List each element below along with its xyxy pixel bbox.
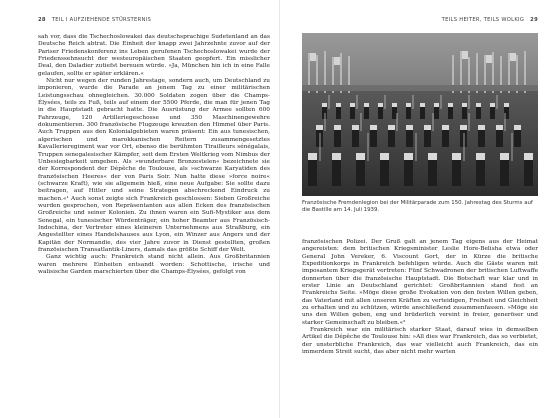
left-paragraph-2: Nicht nur wegen der runden Jahrestage, sondern auch, um Deutschland zu imponieren, wurde die Parade an jenem Tag zu einer militärischen Leistungsschau ohnegleichen. 30.000 Soldaten zogen über die Champs-Élysées, teils zu Fuß, teils auf einem der 5500 Pferde, die man für jenen Tag in die Hauptstadt gebracht hatte. Die Ausrüstung der Armee sollten 600 Fahrzeuge, 120 Artilleriegeschosse und 350 Maschinengewehre dokumentieren. 300 französische Flugzeuge kreuzten den Himmel über Paris. Auch Truppen aus den Kolonialgebieten waren präsent: Ein aus tunesischen, algerischen und marokkanischen Reitern zusammengesetztes Kavallerieregiment war vor Ort, ebenso die berühmten Tirailleurs sénégalais, Truppen senegalesischer Kämpfer, seit dem Ersten Weltkrieg vom Nimbus der Unbesiegbarkeit umgeben. Als »wunderbare Bronzestelen« bezeichnete sie der Korrespondent der Dépêche de Toulouse, als »schwarze Karyatiden des französischen Heeres« der von Paris Soir. Nun hatte diese »force noire« (schwarze Kraft), wie sie allgemein hieß, eine neue Aufgabe: Sie sollte dazu beitragen, auf Hitler und seine Strategen abschreckend Eindruck zu machen.«¹ Auch sonst zeigte sich Frankreich geschlossen: Sieben Großreiche wurden gesprochen, von Repräsentanten aus allen Ecken des französischen Großreichs und seiner Kolonien. Zu ihnen waren ein Sufi-Mystiker aus dem Senegal, ein tunesischer Würdenträger, ein hoher Beamter aus Französisch-Indochina, der Vertreter eines kleineren Unternehmens aus Straßburg, ein Angestellter eines Handelshauses aus Lyon, ein Winzer aus Angers und der Kapitän der Normandie, des vier Jahre zuvor in Dienst gestellten, großen französischen Transatlantik-Liners, damals das größte Schiff der Welt. — [38, 78, 270, 253]
left-paragraph-3: Ganz wichtig auch: Frankreich stand nicht allein. Aus Großbritannien waren mehrere Einheiten entsandt worden: Schottische, irische und walisische Garden marschierten über die Champs-Élysées, gefolgt von — [38, 254, 270, 275]
left-running-head-title: TEIL I AUFZIEHENDE STÜRSTERNIS — [51, 17, 152, 23]
parade-photo — [302, 33, 538, 196]
right-page-number: 29 — [530, 17, 538, 23]
right-paragraph-2: Frankreich war ein militärisch starker Staat, darauf wies in demselben Artikel die Dépêche de Toulouse hin: »All dies war Frankreich, das so verbietet, der unsterbliche Frankreich, das war vielleicht auch Frankreich, das ein immerdem Streit sucht, das aber nicht mehr warten — [302, 327, 538, 356]
right-body-text — [302, 239, 538, 357]
right-page — [280, 0, 560, 418]
left-body-text — [38, 34, 270, 276]
right-running-head-title: TEILS HEITER, TEILS WOLKIG — [441, 17, 525, 23]
parade-photo-illustration — [302, 33, 538, 196]
right-running-head — [442, 17, 538, 23]
photo-caption: Französische Fremdenlegion bei der Militärparade zum 150. Jahrestag des Sturms auf die Bastille am 14. Juli 1939. — [302, 200, 533, 213]
right-paragraph-1: französischen Polizei. Der Gruß galt an jenem Tag eigens aus der Heimat angereisten: dem britischen Kriegsminister Leslie Hore-Belisha etwa oder General John Vereker, 6. Viscount Gort, der in Kürze die britische Expeditionkorps in Frankreich befehligen würde. Auch die Gäste waren mit imposantem Kriegsgerät vertreten: Fünf Schwadronen der britischen Luftwaffe donnerten über die französische Hauptstadt. Die Botschaft war klar und in erster Linie an Deutschland gerichtet: Großbritannien stand fest an Frankreichs Seite. »Möge diese große Evokation von den festen Willen geben, das Vaterland mit allen unseren Kräften zu verteidigen, Freiheit und Gleichheit zu erhalten und zu schützen, würde anschließend zusammenfassen. »Möge sie uns den Willen geben, eng und brüderlich vereint in freier, generöser und starker Gemeinschaft zu bleiben.«² — [302, 239, 538, 326]
left-page-number: 28 — [38, 17, 46, 23]
left-paragraph-1: sah vor, dass die Tschechoslowakei das deutschsprachige Sudetenland an das Deutsche Reich abtrat. Die Einheit der knapp zwei Jahrzehnte zuvor auf der Pariser Friedenskonferenz ins Leben gerufenen Tschechoslowakei wurde der Friedenssehnsucht der westeuropäischen Staaten geopfert. Ein misslicher Deal, den Daladier zutiefst bereuen würde. »Ja, München hin ich in eine Falle gelaufen, sollte er später erklären.« — [38, 34, 270, 77]
left-running-head — [38, 17, 151, 23]
